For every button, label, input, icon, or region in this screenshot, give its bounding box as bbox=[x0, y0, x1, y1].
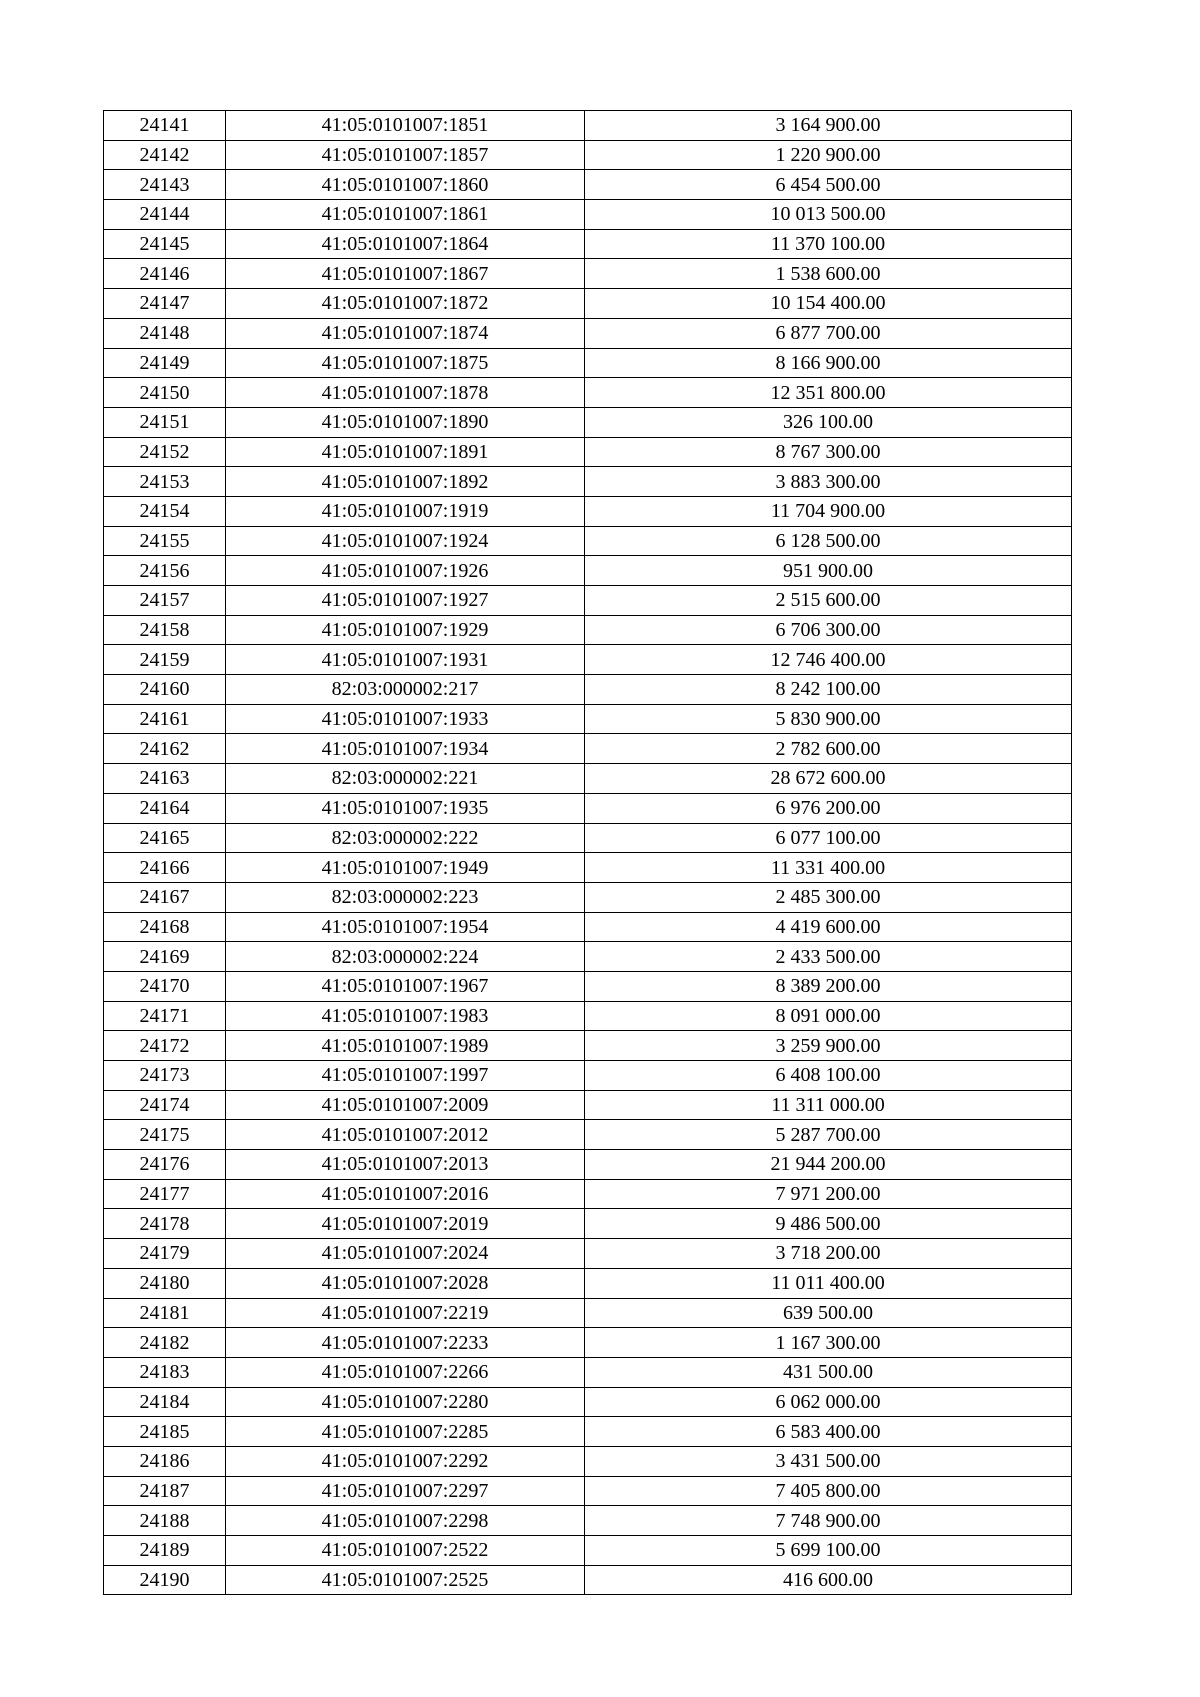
table-row bbox=[104, 1239, 1072, 1269]
cadastral-number-cell: 41:05:0101007:1864 bbox=[226, 229, 585, 259]
cadastral-value-cell: 3 883 300.00 bbox=[585, 467, 1072, 497]
table-row bbox=[104, 645, 1072, 675]
cadastral-value-cell: 21 944 200.00 bbox=[585, 1150, 1072, 1180]
cadastral-number-cell: 41:05:0101007:2298 bbox=[226, 1506, 585, 1536]
table-row bbox=[104, 1328, 1072, 1358]
cadastral-number-cell: 41:05:0101007:2297 bbox=[226, 1476, 585, 1506]
cadastral-number-cell: 41:05:0101007:1872 bbox=[226, 289, 585, 319]
cadastral-number-cell: 41:05:0101007:1878 bbox=[226, 378, 585, 408]
cadastral-number-cell: 41:05:0101007:2525 bbox=[226, 1565, 585, 1595]
cadastral-value-cell: 6 976 200.00 bbox=[585, 793, 1072, 823]
row-number-cell: 24187 bbox=[104, 1476, 226, 1506]
cadastral-number-cell: 41:05:0101007:2219 bbox=[226, 1298, 585, 1328]
cadastral-number-cell: 41:05:0101007:1997 bbox=[226, 1061, 585, 1091]
cadastral-number-cell: 41:05:0101007:1983 bbox=[226, 1001, 585, 1031]
row-number-cell: 24175 bbox=[104, 1120, 226, 1150]
cadastral-value-cell: 12 351 800.00 bbox=[585, 378, 1072, 408]
cadastral-value-cell: 6 128 500.00 bbox=[585, 526, 1072, 556]
table-row bbox=[104, 1179, 1072, 1209]
row-number-cell: 24167 bbox=[104, 882, 226, 912]
table-row bbox=[104, 556, 1072, 586]
cadastral-value-cell: 6 706 300.00 bbox=[585, 615, 1072, 645]
cadastral-value-cell: 11 331 400.00 bbox=[585, 853, 1072, 883]
table-row bbox=[104, 764, 1072, 794]
row-number-cell: 24168 bbox=[104, 912, 226, 942]
row-number-cell: 24148 bbox=[104, 318, 226, 348]
table-row bbox=[104, 1417, 1072, 1447]
cadastral-value-cell: 7 971 200.00 bbox=[585, 1179, 1072, 1209]
row-number-cell: 24152 bbox=[104, 437, 226, 467]
table-row bbox=[104, 1090, 1072, 1120]
cadastral-value-cell: 3 164 900.00 bbox=[585, 111, 1072, 141]
cadastral-number-cell: 41:05:0101007:2028 bbox=[226, 1268, 585, 1298]
row-number-cell: 24147 bbox=[104, 289, 226, 319]
cadastral-number-cell: 41:05:0101007:1934 bbox=[226, 734, 585, 764]
cadastral-number-cell: 41:05:0101007:1860 bbox=[226, 170, 585, 200]
cadastral-number-cell: 41:05:0101007:2522 bbox=[226, 1536, 585, 1566]
table-row bbox=[104, 1031, 1072, 1061]
table-row bbox=[104, 259, 1072, 289]
row-number-cell: 24188 bbox=[104, 1506, 226, 1536]
table-row bbox=[104, 437, 1072, 467]
cadastral-value-cell: 7 405 800.00 bbox=[585, 1476, 1072, 1506]
cadastral-number-cell: 41:05:0101007:2024 bbox=[226, 1239, 585, 1269]
row-number-cell: 24163 bbox=[104, 764, 226, 794]
cadastral-number-cell: 41:05:0101007:2019 bbox=[226, 1209, 585, 1239]
table-row bbox=[104, 407, 1072, 437]
row-number-cell: 24144 bbox=[104, 200, 226, 230]
cadastral-value-cell: 3 718 200.00 bbox=[585, 1239, 1072, 1269]
cadastral-number-cell: 41:05:0101007:1954 bbox=[226, 912, 585, 942]
cadastral-number-cell: 41:05:0101007:1851 bbox=[226, 111, 585, 141]
table-row bbox=[104, 1150, 1072, 1180]
table-row bbox=[104, 615, 1072, 645]
cadastral-value-cell: 6 077 100.00 bbox=[585, 823, 1072, 853]
cadastral-value-cell: 639 500.00 bbox=[585, 1298, 1072, 1328]
cadastral-number-cell: 41:05:0101007:1874 bbox=[226, 318, 585, 348]
row-number-cell: 24180 bbox=[104, 1268, 226, 1298]
row-number-cell: 24153 bbox=[104, 467, 226, 497]
row-number-cell: 24164 bbox=[104, 793, 226, 823]
cadastral-number-cell: 41:05:0101007:1927 bbox=[226, 586, 585, 616]
row-number-cell: 24184 bbox=[104, 1387, 226, 1417]
row-number-cell: 24149 bbox=[104, 348, 226, 378]
table-row bbox=[104, 1268, 1072, 1298]
cadastral-number-cell: 82:03:000002:224 bbox=[226, 942, 585, 972]
row-number-cell: 24143 bbox=[104, 170, 226, 200]
cadastral-value-cell: 6 408 100.00 bbox=[585, 1061, 1072, 1091]
table-row bbox=[104, 912, 1072, 942]
cadastral-value-cell: 3 431 500.00 bbox=[585, 1446, 1072, 1476]
row-number-cell: 24185 bbox=[104, 1417, 226, 1447]
table-row bbox=[104, 942, 1072, 972]
cadastral-value-cell: 5 699 100.00 bbox=[585, 1536, 1072, 1566]
row-number-cell: 24146 bbox=[104, 259, 226, 289]
table-row bbox=[104, 971, 1072, 1001]
row-number-cell: 24159 bbox=[104, 645, 226, 675]
table-row bbox=[104, 496, 1072, 526]
cadastral-value-cell: 10 013 500.00 bbox=[585, 200, 1072, 230]
cadastral-number-cell: 41:05:0101007:1926 bbox=[226, 556, 585, 586]
row-number-cell: 24178 bbox=[104, 1209, 226, 1239]
row-number-cell: 24176 bbox=[104, 1150, 226, 1180]
table-row bbox=[104, 378, 1072, 408]
table-row bbox=[104, 1061, 1072, 1091]
table-row bbox=[104, 200, 1072, 230]
cadastral-number-cell: 41:05:0101007:1890 bbox=[226, 407, 585, 437]
cadastral-value-cell: 1 538 600.00 bbox=[585, 259, 1072, 289]
table-row bbox=[104, 734, 1072, 764]
cadastral-value-cell: 11 011 400.00 bbox=[585, 1268, 1072, 1298]
row-number-cell: 24150 bbox=[104, 378, 226, 408]
table-row bbox=[104, 170, 1072, 200]
table-row bbox=[104, 318, 1072, 348]
table-row bbox=[104, 229, 1072, 259]
cadastral-value-cell: 8 767 300.00 bbox=[585, 437, 1072, 467]
cadastral-number-cell: 41:05:0101007:1949 bbox=[226, 853, 585, 883]
cadastral-value-cell: 6 583 400.00 bbox=[585, 1417, 1072, 1447]
cadastral-number-cell: 41:05:0101007:1935 bbox=[226, 793, 585, 823]
cadastral-number-cell: 41:05:0101007:1892 bbox=[226, 467, 585, 497]
row-number-cell: 24179 bbox=[104, 1239, 226, 1269]
cadastral-number-cell: 41:05:0101007:1933 bbox=[226, 704, 585, 734]
cadastral-number-cell: 82:03:000002:223 bbox=[226, 882, 585, 912]
row-number-cell: 24158 bbox=[104, 615, 226, 645]
cadastral-number-cell: 41:05:0101007:1867 bbox=[226, 259, 585, 289]
cadastral-value-cell: 6 877 700.00 bbox=[585, 318, 1072, 348]
cadastral-value-cell: 9 486 500.00 bbox=[585, 1209, 1072, 1239]
table-row bbox=[104, 467, 1072, 497]
cadastral-value-cell: 11 704 900.00 bbox=[585, 496, 1072, 526]
table-row bbox=[104, 526, 1072, 556]
row-number-cell: 24189 bbox=[104, 1536, 226, 1566]
row-number-cell: 24166 bbox=[104, 853, 226, 883]
cadastral-number-cell: 41:05:0101007:1919 bbox=[226, 496, 585, 526]
table-row bbox=[104, 1209, 1072, 1239]
cadastral-value-cell: 6 454 500.00 bbox=[585, 170, 1072, 200]
row-number-cell: 24172 bbox=[104, 1031, 226, 1061]
cadastral-value-cell: 2 782 600.00 bbox=[585, 734, 1072, 764]
row-number-cell: 24186 bbox=[104, 1446, 226, 1476]
row-number-cell: 24155 bbox=[104, 526, 226, 556]
cadastral-value-cell: 8 166 900.00 bbox=[585, 348, 1072, 378]
table-row bbox=[104, 1120, 1072, 1150]
cadastral-number-cell: 41:05:0101007:1891 bbox=[226, 437, 585, 467]
cadastral-value-cell: 3 259 900.00 bbox=[585, 1031, 1072, 1061]
table-row bbox=[104, 1387, 1072, 1417]
table-row bbox=[104, 1298, 1072, 1328]
cadastral-number-cell: 41:05:0101007:2009 bbox=[226, 1090, 585, 1120]
table-body bbox=[104, 111, 1072, 1595]
cadastral-number-cell: 41:05:0101007:1967 bbox=[226, 971, 585, 1001]
cadastral-value-cell: 12 746 400.00 bbox=[585, 645, 1072, 675]
cadastral-number-cell: 41:05:0101007:1929 bbox=[226, 615, 585, 645]
cadastral-number-cell: 82:03:000002:217 bbox=[226, 675, 585, 705]
cadastral-value-cell: 7 748 900.00 bbox=[585, 1506, 1072, 1536]
cadastral-value-cell: 5 287 700.00 bbox=[585, 1120, 1072, 1150]
table-row bbox=[104, 1506, 1072, 1536]
row-number-cell: 24145 bbox=[104, 229, 226, 259]
table-row bbox=[104, 140, 1072, 170]
table-row bbox=[104, 793, 1072, 823]
cadastral-value-cell: 2 515 600.00 bbox=[585, 586, 1072, 616]
cadastral-value-cell: 416 600.00 bbox=[585, 1565, 1072, 1595]
cadastral-value-cell: 6 062 000.00 bbox=[585, 1387, 1072, 1417]
table-row bbox=[104, 348, 1072, 378]
cadastral-number-cell: 41:05:0101007:1924 bbox=[226, 526, 585, 556]
cadastral-number-cell: 41:05:0101007:2012 bbox=[226, 1120, 585, 1150]
cadastral-value-cell: 1 220 900.00 bbox=[585, 140, 1072, 170]
table-row bbox=[104, 1565, 1072, 1595]
table-row bbox=[104, 586, 1072, 616]
table-row bbox=[104, 704, 1072, 734]
cadastral-number-cell: 41:05:0101007:2013 bbox=[226, 1150, 585, 1180]
cadastral-number-cell: 41:05:0101007:1931 bbox=[226, 645, 585, 675]
cadastral-value-cell: 8 242 100.00 bbox=[585, 675, 1072, 705]
cadastral-value-cell: 11 311 000.00 bbox=[585, 1090, 1072, 1120]
table-row bbox=[104, 675, 1072, 705]
cadastral-value-cell: 8 389 200.00 bbox=[585, 971, 1072, 1001]
cadastral-number-cell: 41:05:0101007:2233 bbox=[226, 1328, 585, 1358]
row-number-cell: 24169 bbox=[104, 942, 226, 972]
cadastral-value-cell: 1 167 300.00 bbox=[585, 1328, 1072, 1358]
cadastral-number-cell: 41:05:0101007:1989 bbox=[226, 1031, 585, 1061]
row-number-cell: 24174 bbox=[104, 1090, 226, 1120]
row-number-cell: 24181 bbox=[104, 1298, 226, 1328]
table-row bbox=[104, 289, 1072, 319]
cadastral-number-cell: 82:03:000002:222 bbox=[226, 823, 585, 853]
row-number-cell: 24170 bbox=[104, 971, 226, 1001]
row-number-cell: 24160 bbox=[104, 675, 226, 705]
cadastral-value-cell: 951 900.00 bbox=[585, 556, 1072, 586]
cadastral-value-cell: 2 485 300.00 bbox=[585, 882, 1072, 912]
cadastral-number-cell: 41:05:0101007:2292 bbox=[226, 1446, 585, 1476]
table-row bbox=[104, 1001, 1072, 1031]
row-number-cell: 24173 bbox=[104, 1061, 226, 1091]
table-row bbox=[104, 1536, 1072, 1566]
row-number-cell: 24151 bbox=[104, 407, 226, 437]
cadastral-number-cell: 41:05:0101007:2280 bbox=[226, 1387, 585, 1417]
cadastral-number-cell: 82:03:000002:221 bbox=[226, 764, 585, 794]
table-row bbox=[104, 1357, 1072, 1387]
cadastral-value-cell: 11 370 100.00 bbox=[585, 229, 1072, 259]
cadastral-number-cell: 41:05:0101007:2266 bbox=[226, 1357, 585, 1387]
table-row bbox=[104, 823, 1072, 853]
cadastral-value-cell: 28 672 600.00 bbox=[585, 764, 1072, 794]
row-number-cell: 24190 bbox=[104, 1565, 226, 1595]
cadastral-value-cell: 326 100.00 bbox=[585, 407, 1072, 437]
cadastral-value-table bbox=[103, 110, 1072, 1595]
cadastral-value-cell: 5 830 900.00 bbox=[585, 704, 1072, 734]
cadastral-number-cell: 41:05:0101007:2285 bbox=[226, 1417, 585, 1447]
cadastral-value-cell: 4 419 600.00 bbox=[585, 912, 1072, 942]
cadastral-value-cell: 10 154 400.00 bbox=[585, 289, 1072, 319]
cadastral-number-cell: 41:05:0101007:1861 bbox=[226, 200, 585, 230]
row-number-cell: 24161 bbox=[104, 704, 226, 734]
cadastral-value-cell: 431 500.00 bbox=[585, 1357, 1072, 1387]
cadastral-number-cell: 41:05:0101007:1875 bbox=[226, 348, 585, 378]
cadastral-value-cell: 8 091 000.00 bbox=[585, 1001, 1072, 1031]
row-number-cell: 24177 bbox=[104, 1179, 226, 1209]
table-row bbox=[104, 853, 1072, 883]
table-row bbox=[104, 1476, 1072, 1506]
row-number-cell: 24154 bbox=[104, 496, 226, 526]
cadastral-number-cell: 41:05:0101007:1857 bbox=[226, 140, 585, 170]
table-row bbox=[104, 882, 1072, 912]
cadastral-value-cell: 2 433 500.00 bbox=[585, 942, 1072, 972]
row-number-cell: 24171 bbox=[104, 1001, 226, 1031]
row-number-cell: 24182 bbox=[104, 1328, 226, 1358]
table-row bbox=[104, 111, 1072, 141]
cadastral-number-cell: 41:05:0101007:2016 bbox=[226, 1179, 585, 1209]
row-number-cell: 24157 bbox=[104, 586, 226, 616]
row-number-cell: 24183 bbox=[104, 1357, 226, 1387]
row-number-cell: 24165 bbox=[104, 823, 226, 853]
row-number-cell: 24162 bbox=[104, 734, 226, 764]
row-number-cell: 24141 bbox=[104, 111, 226, 141]
row-number-cell: 24156 bbox=[104, 556, 226, 586]
table-row bbox=[104, 1446, 1072, 1476]
row-number-cell: 24142 bbox=[104, 140, 226, 170]
